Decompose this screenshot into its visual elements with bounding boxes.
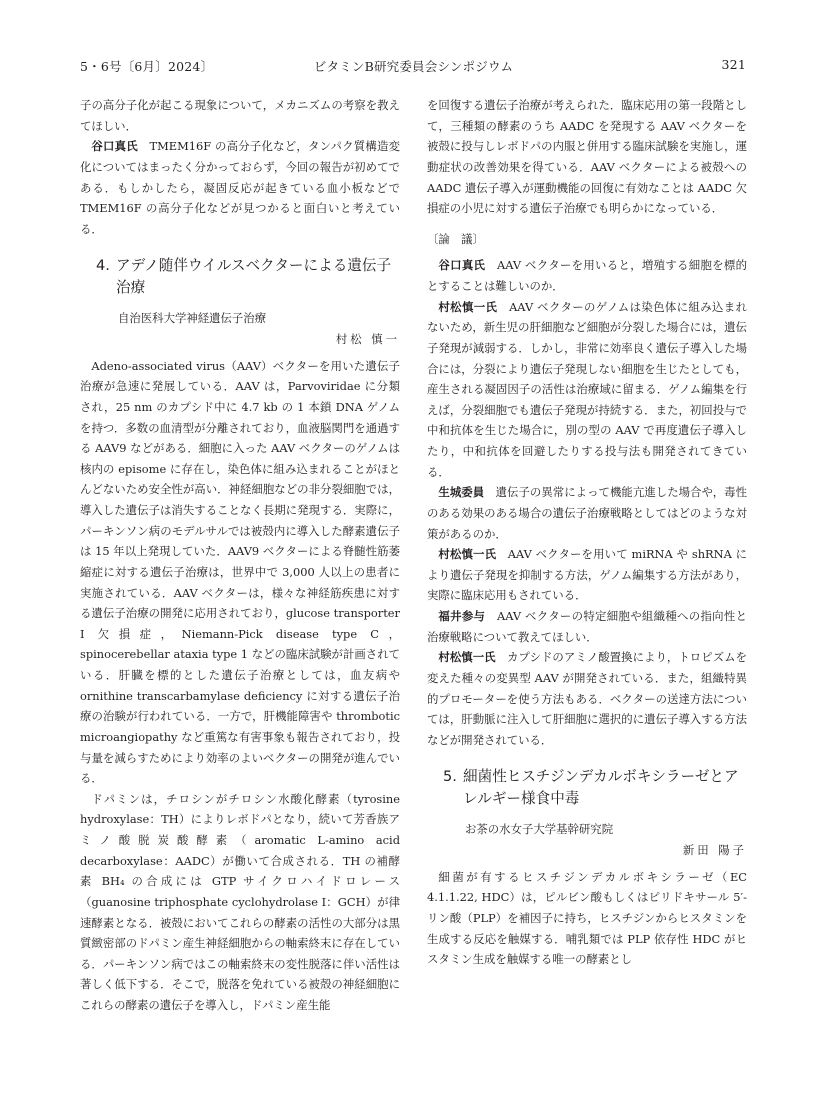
author-name: 村松 慎一	[335, 332, 400, 346]
discussion-text: AAV ベクターを用いて miRNA や shRNA により遺伝子発現を抑制する方法，ゲノム編集する方法があり，実際に臨床応用もされている．	[427, 547, 747, 603]
speaker-name: 谷口真氏	[91, 139, 138, 154]
section-4-heading	[80, 255, 400, 298]
speaker-name: 村松慎一氏	[438, 299, 498, 314]
discussion-entry	[427, 606, 747, 647]
answer-text: TMEM16F の高分子化など，タンパク質構造変化についてはまったく分かっておらず，今回の報告が初めてである．もしかしたら，凝固反応が起きている血小板などで TMEM16F の高分子化などが見つかると面白いと考えている．	[80, 139, 400, 236]
discussion-entry	[427, 255, 747, 296]
discussion-text: AAV ベクターを用いると，増殖する細胞を標的とすることは難しいのか．	[427, 258, 747, 293]
body-paragraph: を回復する遺伝子治療が考えられた．臨床応用の第一段階として，三種類の酵素のうち AADC を発現する AAV ベクターを被殻に投与しレボドパの内服と併用する臨床試験を実施し，運動症状の改善効果を得ている．AAV ベクターによる被殻への AADC 遺伝子導入が運動機能の回復に有効なことは AADC 欠損症の小児に対する遺伝子治療でも明らかになっている．	[427, 98, 747, 216]
speaker-name: 谷口真氏	[438, 258, 486, 273]
section-title: アデノ随伴ウイルスベクターによる遺伝子治療	[116, 257, 392, 296]
discussion-text: カプシドのアミノ酸置換により，トロピズムを変えた種々の変異型 AAV が開発されている．また，組織特異的プロモーターを使う方法もある．ベクターの送達方法については，肝動脈に注入して肝細胞に選択的に遺伝子導入する方法などが開発されている．	[427, 650, 747, 747]
speaker-name: 村松慎一氏	[438, 547, 497, 562]
running-header-issue: 5・6号〔6月〕2024〕	[80, 59, 214, 74]
body-paragraph: ドパミンは，チロシンがチロシン水酸化酵素（tyrosine hydroxylase：TH）によりレボドパとなり，続いて芳香族アミノ酸脱炭酸酵素（aromatic L-amino acid decarboxylase：AADC）が働いて合成される．TH の補酵素 BH₄ の合成には GTP サイクロハイドロレース（guanosine triphosphate cyclohydrolase I：GCH）が律速酵素となる．被殻においてこれらの酵素の活性の大部分は黒質緻密部のドパミン産生神経細胞からの軸索終末に存在している．パーキンソン病ではこの軸索終末の変性脱落に伴い活性は著しく低下する．そこで，脱落を免れている被殻の神経細胞にこれらの酵素の遺伝子を導入し，ドパミン産生能	[80, 791, 400, 1012]
author-name: 新田 陽子	[682, 843, 747, 857]
answer-paragraph	[80, 136, 400, 239]
discussion-text: AAV ベクターのゲノムは染色体に組み込まれないため，新生児の肝細胞など細胞が分裂した場合には，遺伝子発現が減弱する．しかし，非常に効率良く遺伝子導入した場合には，分裂により遺伝子発現しない細胞を生じたとしても，産生される凝固因子の活性は治療域に留まる．ゲノム編集を行えば，分裂細胞でも遺伝子発現が持続する．また，初回投与で中和抗体を生じた場合に，別の型の AAV で再度遺伝子導入したり，中和抗体を回避したりする投与法も開発されてきている．	[427, 299, 747, 479]
discussion-entry	[427, 297, 747, 483]
speaker-name: 村松慎一氏	[438, 650, 496, 665]
section-title: 細菌性ヒスチジンデカルボキシラーゼとアレルギー様食中毒	[463, 768, 739, 807]
affiliation: お茶の水女子大学基幹研究院	[465, 822, 614, 837]
page-number: 321	[721, 57, 746, 72]
discussion-heading: 〔論 議〕	[427, 231, 484, 246]
continued-question: 子の高分子化が起こる現象について，メカニズムの考察を教えてほしい．	[80, 98, 400, 133]
running-header-title: ビタミンB研究委員会シンポジウム	[313, 59, 514, 74]
section-number: 4.	[96, 257, 110, 275]
discussion-text: 遺伝子の異常によって機能亢進した場合や，毒性のある効果のある場合の遺伝子治療戦略としてはどのような対策があるのか．	[427, 485, 747, 541]
discussion-entry	[427, 482, 747, 544]
section-5-heading	[427, 766, 747, 809]
discussion-text: AAV ベクターの特定細胞や組織種への指向性と治療戦略について教えてほしい．	[427, 609, 747, 644]
body-paragraph: Adeno-associated virus（AAV）ベクターを用いた遺伝子治療が急速に発展している．AAV は，Parvoviridae に分類され，25 nm のカプシド中に 4.7 kb の 1 本鎖 DNA ゲノムを持つ．多数の血清型が分離されており，血液脳関門を通過する AAV9 などがある．細胞に入った AAV ベクターのゲノムは核内の episome に存在し，染色体に組み込まれることがほとんどないため安全性が高い．神経細胞などの非分裂細胞では，導入した遺伝子は消失することなく長期に発現する．実際に，パーキンソン病のモデルサルでは被殻内に導入した酵素遺伝子は 15 年以上発現していた．AAV9 ベクターによる脊髄性筋萎縮症に対する遺伝子治療は，世界中で 3,000 人以上の患者に実施されている．AAV ベクターは，様々な神経筋疾患に対する遺伝子治療の開発に応用されており，glucose transporter I 欠損症，Niemann-Pick disease type C，spinocerebellar ataxia type 1 などの臨床試験が計画されている．肝臓を標的とした遺伝子治療としては，血友病や ornithine transcarbamylase deficiency に対する遺伝子治療の治験が行われている．一方で，肝機能障害や thrombotic microangiopathy など重篤な有害事象も報告されており，投与量を減らすためにより効率のよいベクターの開発が進んでいる．	[80, 358, 400, 786]
left-column	[80, 95, 400, 1016]
speaker-name: 福井参与	[438, 609, 486, 623]
discussion-entry	[427, 647, 747, 750]
speaker-name: 生城委員	[438, 485, 485, 500]
body-paragraph: 細菌が有するヒスチジンデカルボキシラーゼ（EC 4.1.1.22, HDC）は，ピルビン酸もしくはピリドキサール 5′-リン酸（PLP）を補因子に持ち，ヒスチジンからヒスタミンを生成する反応を触媒する．哺乳類では PLP 依存性 HDC がヒスタミン生成を触媒する唯一の酵素とし	[427, 869, 747, 967]
section-number: 5.	[443, 768, 457, 786]
affiliation: 自治医科大学神経遺伝子治療	[118, 311, 267, 326]
discussion-entry	[427, 544, 747, 606]
right-column	[427, 95, 747, 970]
